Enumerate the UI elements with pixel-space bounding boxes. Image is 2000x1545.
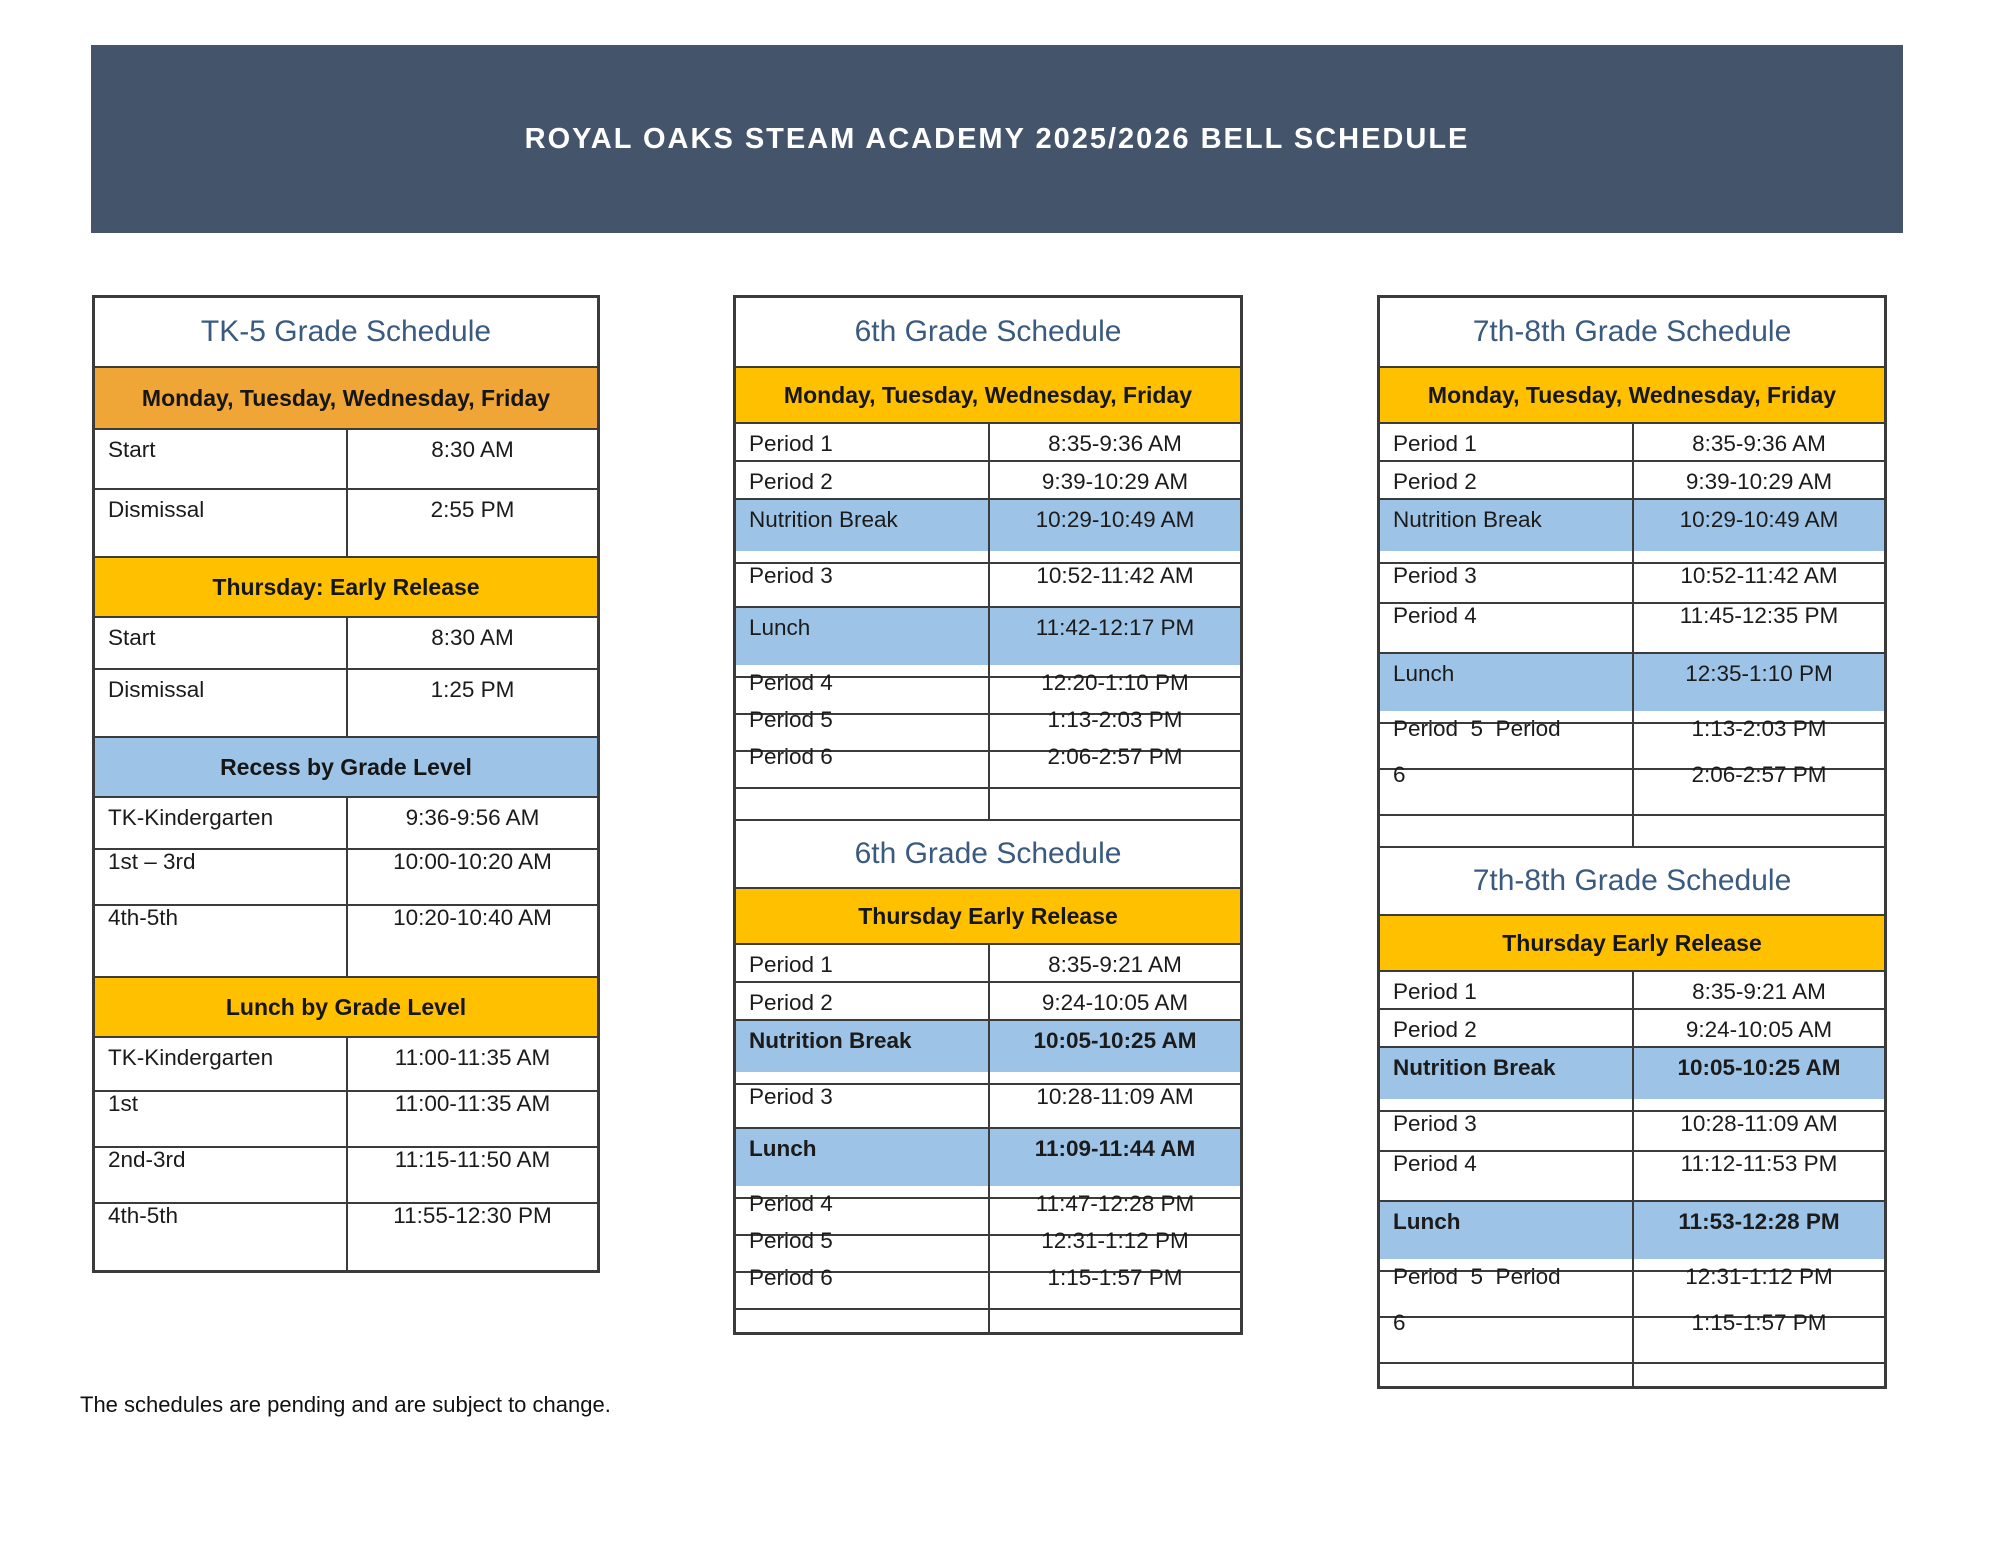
schedule-row-time: 8:35-9:21 AM — [1048, 952, 1182, 977]
day-header-text: Thursday: Early Release — [212, 573, 480, 600]
schedule-row-label: Nutrition Break — [749, 507, 898, 532]
schedule-row-time: 9:36-9:56 AM — [405, 805, 540, 830]
banner-title: ROYAL OAKS STEAM ACADEMY 2025/2026 BELL SCHEDULE — [524, 122, 1470, 155]
schedule-row-time: 8:30 AM — [431, 625, 514, 650]
schedule-row-label: Period 5 — [749, 707, 833, 732]
schedule-row-label-cell — [1380, 654, 1632, 722]
schedule-row-time: 10:00-10:20 AM — [393, 849, 552, 874]
schedule-row-time: 1:15-1:57 PM — [1047, 1265, 1183, 1290]
schedule-row-label-cell — [1380, 462, 1632, 498]
schedule-row — [1380, 562, 1884, 602]
schedule-row-time: 11:47-12:28 PM — [1035, 1191, 1195, 1216]
schedule-row-label-cell — [736, 1129, 988, 1197]
schedule-row-label: Start — [108, 625, 156, 650]
schedule-table-6th-grade — [733, 295, 1243, 1335]
spacer-cell-left — [1380, 1364, 1632, 1386]
schedule-row-label: Period 3 — [749, 1084, 833, 1109]
schedule-row-label: 6 — [1393, 1310, 1406, 1335]
schedule-row-label: Period 4 — [749, 1191, 833, 1216]
spacer-row — [1380, 1362, 1884, 1386]
schedule-row-label: TK-Kindergarten — [108, 805, 274, 830]
schedule-row-label-cell — [736, 1085, 988, 1127]
table-section-title — [95, 298, 597, 366]
spacer-row — [736, 787, 1240, 819]
schedule-row-label: Period 1 — [749, 431, 833, 456]
spacer-cell-right — [988, 1310, 1240, 1332]
schedule-row — [95, 616, 597, 668]
table-section-title — [1380, 298, 1884, 366]
schedule-row-label-cell — [95, 1092, 346, 1146]
schedule-row-label-cell — [1380, 1264, 1632, 1316]
schedule-row-time-cell — [988, 424, 1240, 460]
schedule-row-time-cell — [346, 1204, 597, 1270]
spacer-cell-right — [988, 789, 1240, 819]
schedule-row-time-cell — [346, 798, 597, 848]
schedule-row-label: Period 3 — [749, 563, 833, 588]
schedule-row — [95, 1090, 597, 1146]
schedule-row-label-cell — [736, 608, 988, 676]
schedule-row-label-cell — [736, 945, 988, 981]
schedule-row-label: Period 6 — [749, 744, 833, 769]
schedule-row-time: 11:09-11:44 AM — [1034, 1136, 1196, 1161]
schedule-row-time-cell — [1632, 462, 1884, 498]
schedule-row-time: 1:15-1:57 PM — [1691, 1310, 1827, 1335]
spacer-row — [736, 1308, 1240, 1332]
schedule-row-label: 1st — [108, 1091, 139, 1116]
schedule-row-time-cell — [1632, 972, 1884, 1008]
schedule-row-label-cell — [95, 1148, 346, 1202]
schedule-row-label-cell — [736, 744, 988, 787]
spacer-cell-left — [1380, 816, 1632, 846]
day-header-band — [1380, 366, 1884, 422]
table-section-title-text: TK-5 Grade Schedule — [200, 315, 492, 348]
schedule-row-label: Period 2 — [1393, 469, 1477, 494]
day-header-band — [736, 887, 1240, 943]
schedule-row-label: Lunch — [749, 1136, 817, 1161]
schedule-row-label-cell — [736, 462, 988, 498]
table-section-title — [736, 819, 1240, 887]
schedule-row-time: 11:00-11:35 AM — [394, 1091, 551, 1116]
schedule-row-time: 10:28-11:09 AM — [1680, 1111, 1838, 1136]
schedule-row-label-cell — [95, 670, 346, 736]
schedule-row-label-cell — [95, 1038, 346, 1090]
schedule-row-label: Period 1 — [1393, 431, 1477, 456]
schedule-row — [1380, 652, 1884, 722]
table-section-title-text: 6th Grade Schedule — [854, 315, 1122, 348]
schedule-row — [95, 796, 597, 848]
schedule-row-label: TK-Kindergarten — [108, 1045, 274, 1070]
schedule-row-time-cell — [1632, 500, 1884, 562]
schedule-row — [95, 428, 597, 488]
schedule-row — [1380, 1200, 1884, 1270]
day-header-text: Monday, Tuesday, Wednesday, Friday — [1427, 381, 1837, 408]
schedule-row-label: Dismissal — [108, 677, 205, 702]
schedule-row-label: Start — [108, 437, 156, 462]
schedule-row-time: 1:13-2:03 PM — [1047, 707, 1183, 732]
schedule-row-label-cell — [95, 906, 346, 976]
schedule-row — [736, 498, 1240, 562]
schedule-row-label-cell — [736, 500, 988, 562]
schedule-row-label: Period 1 — [1393, 979, 1477, 1004]
schedule-row-label: Period 3 — [1393, 563, 1477, 588]
schedule-row — [95, 904, 597, 976]
schedule-row-time-cell — [1632, 1112, 1884, 1150]
schedule-row-label-cell — [1380, 424, 1632, 460]
spacer-cell-left — [736, 789, 988, 819]
table-section-title-text: 7th-8th Grade Schedule — [1472, 864, 1792, 897]
schedule-row-label: 4th-5th — [108, 1203, 179, 1228]
day-header-band — [95, 736, 597, 796]
schedule-row-label-cell — [736, 1021, 988, 1083]
schedule-row-time-cell — [346, 430, 597, 488]
schedule-row-time: 11:53-12:28 PM — [1678, 1209, 1840, 1234]
schedule-row-time: 10:29-10:49 AM — [1679, 507, 1839, 532]
schedule-row — [736, 1019, 1240, 1083]
day-header-band — [1380, 914, 1884, 970]
day-header-text: Monday, Tuesday, Wednesday, Friday — [783, 381, 1193, 408]
schedule-row-time-cell — [346, 1038, 597, 1090]
schedule-row-time-cell — [1632, 604, 1884, 652]
schedule-row-label-cell — [1380, 604, 1632, 652]
schedule-row-time: 2:06-2:57 PM — [1691, 762, 1827, 787]
schedule-row-label: Period 2 — [1393, 1017, 1477, 1042]
schedule-row-label: Lunch — [1393, 661, 1455, 686]
schedule-row-time-cell — [988, 1129, 1240, 1197]
schedule-row-time: 9:39-10:29 AM — [1041, 469, 1189, 494]
schedule-row-time: 10:52-11:42 AM — [1680, 563, 1838, 588]
schedule-row-label-cell — [95, 490, 346, 556]
schedule-row-time: 2:55 PM — [430, 497, 515, 522]
schedule-row — [736, 1083, 1240, 1127]
schedule-row-time-cell — [988, 744, 1240, 787]
schedule-row-label-cell — [1380, 1112, 1632, 1150]
schedule-row-label-cell — [95, 618, 346, 668]
schedule-row-time-cell — [1632, 1048, 1884, 1110]
schedule-row — [1380, 422, 1884, 460]
table-section-title-text: 7th-8th Grade Schedule — [1472, 315, 1792, 348]
schedule-row-time: 11:12-11:53 PM — [1680, 1151, 1838, 1176]
schedule-row — [736, 460, 1240, 498]
table-section-title-text: 6th Grade Schedule — [854, 837, 1122, 870]
schedule-row-time-cell — [346, 490, 597, 556]
schedule-row-label-cell — [1380, 716, 1632, 768]
spacer-cell-right — [1632, 1364, 1884, 1386]
schedule-row-time-cell — [988, 608, 1240, 676]
schedule-row-time-cell — [1632, 1010, 1884, 1046]
schedule-row-time-cell — [1632, 654, 1884, 722]
schedule-row — [736, 1265, 1240, 1308]
schedule-row-label: 2nd-3rd — [108, 1147, 186, 1172]
schedule-row-label: Period 5 — [749, 1228, 833, 1253]
day-header-text: Thursday Early Release — [858, 902, 1118, 929]
schedule-row-time: 8:35-9:36 AM — [1692, 431, 1826, 456]
schedule-row-time-cell — [988, 1021, 1240, 1083]
day-header-band — [95, 976, 597, 1036]
day-header-text: Thursday Early Release — [1502, 929, 1762, 956]
schedule-row-label: Period 4 — [1393, 1151, 1477, 1176]
schedule-row-time: 11:00-11:35 AM — [394, 1045, 551, 1070]
schedule-row-time-cell — [1632, 1310, 1884, 1362]
schedule-table-7th-8th-grade — [1377, 295, 1887, 1389]
day-header-band — [95, 366, 597, 428]
schedule-row-label-cell — [1380, 1010, 1632, 1046]
schedule-row-time: 1:13-2:03 PM — [1691, 716, 1827, 741]
schedule-row-time-cell — [988, 564, 1240, 606]
spacer-cell-left — [736, 1310, 988, 1332]
schedule-row-label-cell — [736, 564, 988, 606]
table-section-title — [1380, 846, 1884, 914]
schedule-row-time: 11:55-12:30 PM — [393, 1203, 552, 1228]
schedule-row — [736, 744, 1240, 787]
schedule-row-label: Period 2 — [749, 469, 833, 494]
schedule-row-time-cell — [1632, 1202, 1884, 1270]
schedule-row-label-cell — [95, 850, 346, 904]
schedule-row-time: 11:42-12:17 PM — [1035, 615, 1195, 640]
banner — [91, 45, 1903, 233]
schedule-row — [1380, 1110, 1884, 1150]
schedule-row — [1380, 602, 1884, 652]
schedule-row-time: 2:06-2:57 PM — [1047, 744, 1183, 769]
schedule-row-time: 10:52-11:42 AM — [1036, 563, 1194, 588]
schedule-row-label-cell — [95, 1204, 346, 1270]
schedule-row-time: 11:15-11:50 AM — [394, 1147, 551, 1172]
schedule-row — [95, 668, 597, 736]
schedule-row-label-cell — [1380, 1152, 1632, 1200]
schedule-row-label: Dismissal — [108, 497, 205, 522]
schedule-row-label-cell — [1380, 972, 1632, 1008]
schedule-row-time-cell — [988, 500, 1240, 562]
schedule-row — [736, 562, 1240, 606]
schedule-row-label: Nutrition Break — [749, 1028, 912, 1053]
day-header-text: Recess by Grade Level — [220, 753, 472, 780]
spacer-cell-right — [1632, 816, 1884, 846]
schedule-row-label: Lunch — [749, 615, 811, 640]
schedule-row — [1380, 1046, 1884, 1110]
schedule-row-time: 10:20-10:40 AM — [393, 905, 552, 930]
day-header-band — [95, 556, 597, 616]
schedule-row-label: 6 — [1393, 762, 1406, 787]
schedule-row-time-cell — [346, 618, 597, 668]
schedule-row-label: Nutrition Break — [1393, 1055, 1556, 1080]
schedule-row-label: Period 5 Period — [1393, 1264, 1561, 1289]
schedule-row-time: 1:25 PM — [430, 677, 515, 702]
schedule-row-label: Period 4 — [749, 670, 833, 695]
schedule-row-label: Period 6 — [749, 1265, 833, 1290]
schedule-row-time: 10:05-10:25 AM — [1677, 1055, 1841, 1080]
schedule-row — [736, 1127, 1240, 1197]
schedule-row — [736, 606, 1240, 676]
schedule-row-time: 10:28-11:09 AM — [1036, 1084, 1194, 1109]
schedule-row — [95, 1202, 597, 1270]
schedule-row-time-cell — [1632, 1152, 1884, 1200]
schedule-row-time: 8:30 AM — [431, 437, 514, 462]
schedule-row-label-cell — [95, 430, 346, 488]
schedule-row-label-cell — [1380, 762, 1632, 814]
schedule-row-label: Period 2 — [749, 990, 833, 1015]
schedule-row — [736, 943, 1240, 981]
schedule-row-time: 9:39-10:29 AM — [1685, 469, 1833, 494]
day-header-text: Lunch by Grade Level — [225, 993, 467, 1020]
schedule-row-time-cell — [346, 906, 597, 976]
schedule-row-time: 12:31-1:12 PM — [1041, 1228, 1189, 1253]
schedule-row-label: Period 4 — [1393, 603, 1477, 628]
schedule-row-time-cell — [346, 1148, 597, 1202]
schedule-row — [1380, 762, 1884, 814]
day-header-band — [736, 366, 1240, 422]
schedule-row-time-cell — [1632, 564, 1884, 602]
table-section-title — [736, 298, 1240, 366]
schedule-row-time-cell — [988, 983, 1240, 1019]
schedule-row-time: 11:45-12:35 PM — [1679, 603, 1839, 628]
schedule-row — [1380, 1150, 1884, 1200]
schedule-row-time: 12:31-1:12 PM — [1685, 1264, 1833, 1289]
schedule-row — [736, 981, 1240, 1019]
schedule-row-label-cell — [736, 1265, 988, 1308]
schedule-row-time-cell — [1632, 424, 1884, 460]
schedule-row — [95, 848, 597, 904]
schedule-row — [736, 422, 1240, 460]
schedule-table-tk5 — [92, 295, 600, 1273]
schedule-row-label: 4th-5th — [108, 905, 179, 930]
schedule-row-time-cell — [988, 1085, 1240, 1127]
schedule-row-label: Period 5 Period — [1393, 716, 1561, 741]
schedule-row-label: 1st – 3rd — [108, 849, 196, 874]
schedule-row — [1380, 1008, 1884, 1046]
schedule-row — [95, 488, 597, 556]
schedule-row-time-cell — [1632, 762, 1884, 814]
schedule-row — [1380, 1310, 1884, 1362]
footer-note: The schedules are pending and are subject to change. — [80, 1392, 611, 1417]
schedule-row-label: Lunch — [1393, 1209, 1461, 1234]
schedule-row-time: 9:24-10:05 AM — [1685, 1017, 1833, 1042]
schedule-row-time: 12:35-1:10 PM — [1685, 661, 1833, 686]
schedule-row-time-cell — [988, 462, 1240, 498]
schedule-row-label: Period 1 — [749, 952, 833, 977]
schedule-row — [1380, 970, 1884, 1008]
schedule-row-time: 10:29-10:49 AM — [1035, 507, 1195, 532]
schedule-row-label-cell — [1380, 500, 1632, 562]
schedule-row-label: Nutrition Break — [1393, 507, 1542, 532]
schedule-row-time: 9:24-10:05 AM — [1041, 990, 1189, 1015]
schedule-row-time-cell — [346, 670, 597, 736]
schedule-row-time: 8:35-9:36 AM — [1048, 431, 1182, 456]
schedule-row-label-cell — [736, 983, 988, 1019]
schedule-row-label-cell — [736, 424, 988, 460]
schedule-row-time: 12:20-1:10 PM — [1041, 670, 1189, 695]
schedule-row-label-cell — [1380, 1048, 1632, 1110]
schedule-row — [1380, 460, 1884, 498]
schedule-row-time: 10:05-10:25 AM — [1033, 1028, 1197, 1053]
schedule-row-label-cell — [1380, 564, 1632, 602]
day-header-text: Monday, Tuesday, Wednesday, Friday — [141, 384, 551, 411]
schedule-row-label-cell — [1380, 1310, 1632, 1362]
spacer-row — [1380, 814, 1884, 846]
schedule-row — [95, 1036, 597, 1090]
schedule-row — [1380, 498, 1884, 562]
schedule-row-label-cell — [95, 798, 346, 848]
schedule-row-time-cell — [346, 850, 597, 904]
schedule-row-label: Period 3 — [1393, 1111, 1477, 1136]
schedule-row-time-cell — [988, 1265, 1240, 1308]
schedule-row-time-cell — [346, 1092, 597, 1146]
schedule-row-time-cell — [988, 945, 1240, 981]
schedule-row-label-cell — [1380, 1202, 1632, 1270]
schedule-row — [95, 1146, 597, 1202]
schedule-row-time: 8:35-9:21 AM — [1692, 979, 1826, 1004]
